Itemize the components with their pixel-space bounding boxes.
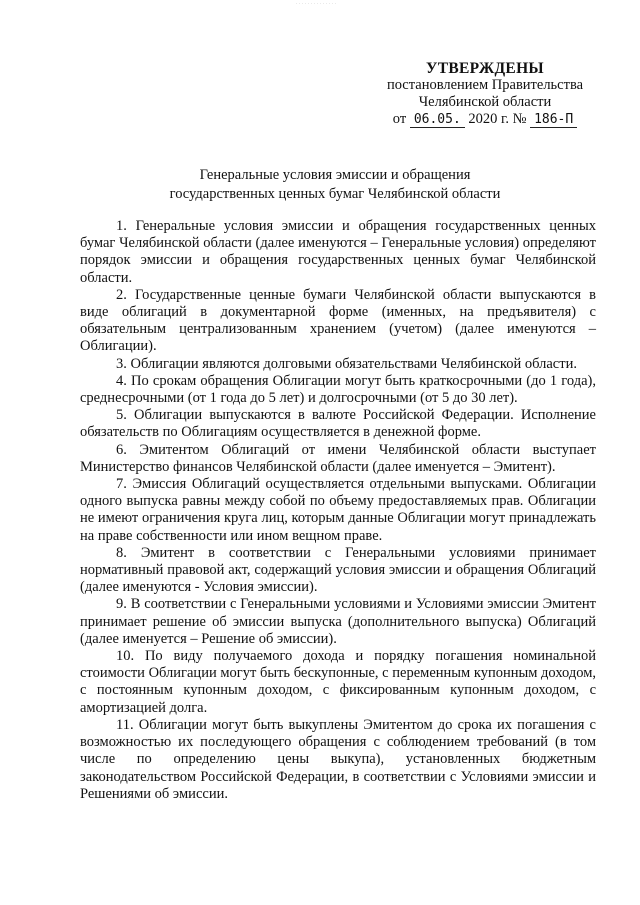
paragraph-4: 4. По срокам обращения Облигации могут быть краткосрочными (до 1 года), среднесрочными (от 1 года до 5 лет) и долгосрочными (от 5 до 30 лет). [80, 372, 596, 407]
title-line-2: государственных ценных бумаг Челябинской области [169, 186, 501, 202]
decree-number: 186-П [530, 112, 577, 128]
approval-line-1: постановлением Правительства [386, 77, 584, 93]
paragraph-6: 6. Эмитентом Облигаций от имени Челябинской области выступает Министерство финансов Челябинской области (далее именуется – Эмитент). [80, 441, 596, 475]
document-title [80, 166, 590, 204]
approval-stamp [370, 60, 600, 128]
date-prefix: от [392, 111, 407, 127]
paragraph-11: 11. Облигации могут быть выкуплены Эмитентом до срока их погашения с возможностью их последующего обращения с соблюдением требований (в том числе по определению цены выкупа), установленных бюджетным законодательством Российской Федерации, в соответствии с Условиями эмиссии и Решениями об эмиссии. [80, 716, 596, 802]
paragraph-9: 9. В соответствии с Генеральными условиями и Условиями эмиссии Эмитент принимает решение об эмиссии выпуска (дополнительного выпуска) Облигаций (далее именуется – Решение об эмиссии). [80, 596, 596, 647]
paragraph-8: 8. Эмитент в соответствии с Генеральными условиями принимает нормативный правовой акт, содержащий условия эмиссии и обращения Облигаций (далее именуются - Условия эмиссии). [80, 544, 596, 596]
document-body [80, 218, 596, 803]
paragraph-7: 7. Эмиссия Облигаций осуществляется отдельными выпусками. Облигации одного выпуска равны между собой по объему предоставляемых прав. Облигации не имеют ограничения круга лиц, которым данные Облигации могут принадлежать на праве собственности или ином вещном праве. [80, 476, 596, 544]
paragraph-3: 3. Облигации являются долговыми обязательствами Челябинской области. [116, 355, 577, 372]
scan-artifact [296, 2, 336, 5]
paragraph-1: 1. Генеральные условия эмиссии и обращения государственных ценных бумаг Челябинской области (далее именуются – Генеральные условия) определяют порядок эмиссии и обращения государственных ценных бумаг Челябинской области. [80, 218, 596, 286]
approval-date-line [370, 111, 600, 128]
paragraph-10: 10. По виду получаемого дохода и порядку погашения номинальной стоимости Облигации могут быть бескупонные, с переменным купонным доходом, с постоянным купонным доходом, с фиксированным купонным доходом, с амортизацией долга. [80, 648, 596, 716]
approval-line-2: Челябинской области [418, 94, 552, 110]
paragraph-2: 2. Государственные ценные бумаги Челябинской области выпускаются в виде облигаций в документарной форме (именных, на предъявителя) с обязательным централизованным хранением (учетом) (далее именуются – Облигации). [80, 286, 596, 355]
title-line-1: Генеральные условия эмиссии и обращения [199, 167, 471, 183]
year-and-number-label: 2020 г. № [468, 111, 527, 127]
approval-head: УТВЕРЖДЕНЫ [426, 60, 544, 77]
paragraph-5: 5. Облигации выпускаются в валюте Российской Федерации. Исполнение обязательств по Облигациям осуществляется в денежной форме. [80, 407, 596, 441]
date-value: 06.05. [410, 112, 465, 128]
